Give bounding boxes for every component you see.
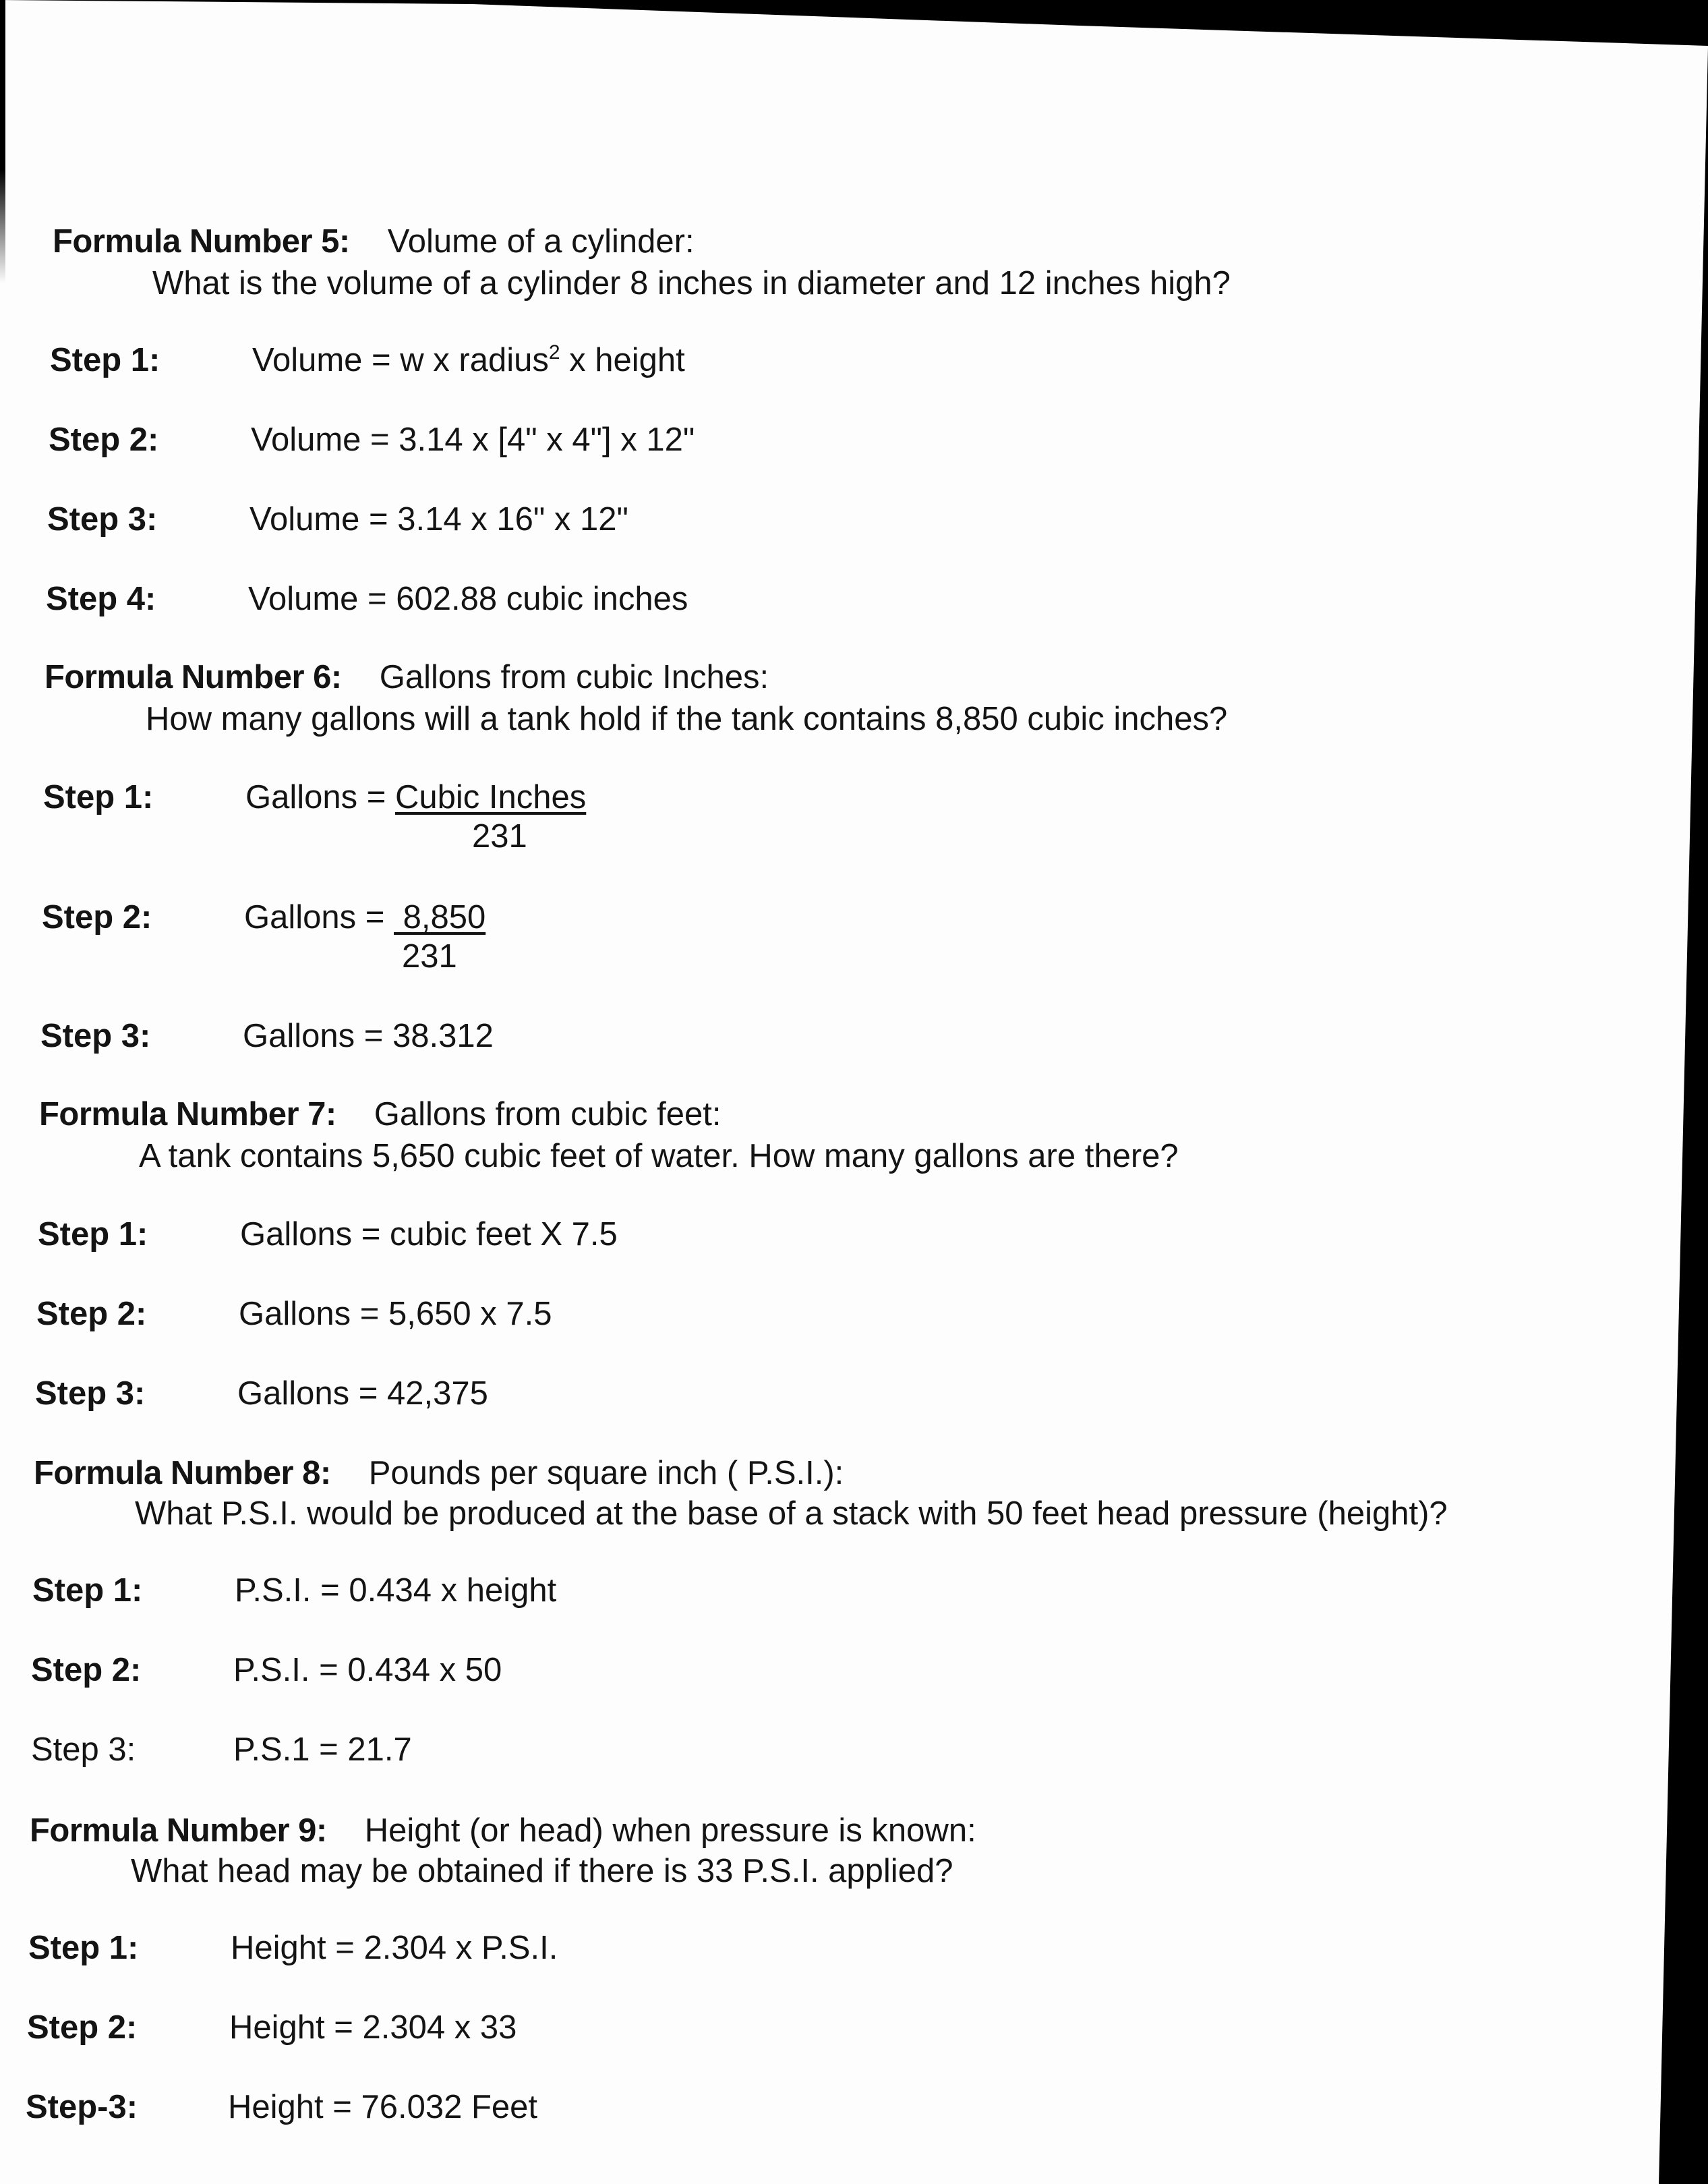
formula-5-step-4 [46,580,688,618]
fraction-numerator: 8,850 [393,899,486,936]
formula-5-title: Volume of a cylinder: [387,223,695,260]
step-label: Step 3: [47,501,158,538]
formula-5-step-2 [49,421,695,459]
step-label: Step 4: [46,581,156,617]
fraction-numerator: Cubic Inches [394,779,587,815]
step-expression [245,778,586,816]
step-expression: Volume = 602.88 cubic inches [248,581,688,617]
formula-5-label: Formula Number 5: [53,223,350,260]
step-expression [252,341,685,379]
formula-8-title: Pounds per square inch ( P.S.I.): [368,1455,844,1491]
expr-lhs: Gallons = [245,779,395,815]
formula-7-step-2 [36,1295,552,1333]
step-expression: Volume = 3.14 x [4" x 4"] x 12" [251,422,695,458]
step-label: Step 1: [38,1216,148,1253]
step-label: Step 1: [28,1930,139,1966]
formula-6-step-3 [40,1017,494,1055]
formula-6-heading [45,658,769,696]
formula-6-step-1-denominator: 231 [472,818,527,855]
formula-9-label: Formula Number 9: [30,1812,327,1849]
formula-5-heading [53,223,695,260]
formula-5-question: What is the volume of a cylinder 8 inches in diameter and 12 inches high? [152,265,1231,301]
formula-7-label: Formula Number 7: [39,1096,336,1132]
formula-8-heading [34,1454,844,1492]
formula-8-question: What P.S.I. would be produced at the base of a stack with 50 feet head pressure (height)? [135,1495,1448,1532]
step-expression: Height = 2.304 x P.S.I. [231,1930,558,1966]
formula-6-title: Gallons from cubic Inches: [379,659,769,695]
formula-6-step-2-denominator: 231 [402,938,457,975]
formula-6-step-1 [43,778,586,816]
step-expression [244,898,485,936]
step-label: Step 2: [42,899,152,936]
step-label: Step 2: [27,2009,138,2046]
step-expression: Gallons = 5,650 x 7.5 [239,1296,552,1332]
step-label: Step 1: [32,1572,143,1609]
step-label: Step 1: [43,779,154,815]
formula-8-step-1 [32,1572,556,1609]
expr-part: x height [560,342,685,378]
expr-lhs: Gallons = [244,899,394,936]
step-label: Step 3: [40,1018,151,1054]
step-label: Step-3: [26,2089,138,2125]
step-label: Step 2: [31,1652,142,1688]
formula-7-question: A tank contains 5,650 cubic feet of water. How many gallons are there? [139,1138,1179,1174]
formula-5-step-3 [47,500,628,538]
formula-6-question: How many gallons will a tank hold if the tank contains 8,850 cubic inches? [146,701,1228,737]
formula-5-step-1 [50,341,685,379]
step-expression: P.S.I. = 0.434 x 50 [233,1652,502,1688]
formula-7-step-3 [35,1375,488,1412]
step-expression: Gallons = 42,375 [237,1375,488,1412]
step-expression: Height = 2.304 x 33 [229,2009,517,2046]
formula-7-step-1 [38,1215,618,1253]
step-label: Step 1: [50,342,160,378]
step-expression: Gallons = cubic feet X 7.5 [240,1216,618,1253]
step-expression: P.S.I. = 0.434 x height [235,1572,557,1609]
step-label: Step 3: [31,1731,136,1768]
step-label: Step 3: [35,1375,146,1412]
formula-9-heading [30,1812,976,1849]
formula-8-step-3 [31,1731,412,1769]
step-expression: Height = 76.032 Feet [228,2089,538,2125]
formula-7-heading [39,1095,721,1133]
formula-9-title: Height (or head) when pressure is known: [364,1812,976,1849]
step-label: Step 2: [36,1296,147,1332]
formula-8-step-2 [31,1651,502,1689]
formula-6-label: Formula Number 6: [45,659,342,695]
formula-9-step-3 [26,2088,537,2126]
formula-8-label: Formula Number 8: [34,1455,331,1491]
step-expression: Volume = 3.14 x 16" x 12" [249,501,628,538]
step-expression: Gallons = 38.312 [243,1018,494,1054]
step-expression: P.S.1 = 21.7 [233,1731,412,1768]
formula-9-step-1 [28,1929,558,1967]
formula-9-step-2 [27,2009,517,2046]
expr-part: Volume = w x radius [252,342,549,378]
step-label: Step 2: [49,422,159,458]
formula-6-step-2 [42,898,485,936]
formula-7-title: Gallons from cubic feet: [374,1096,722,1132]
exponent: 2 [548,341,560,364]
formula-9-question: What head may be obtained if there is 33 P.S.I. applied? [131,1853,953,1889]
